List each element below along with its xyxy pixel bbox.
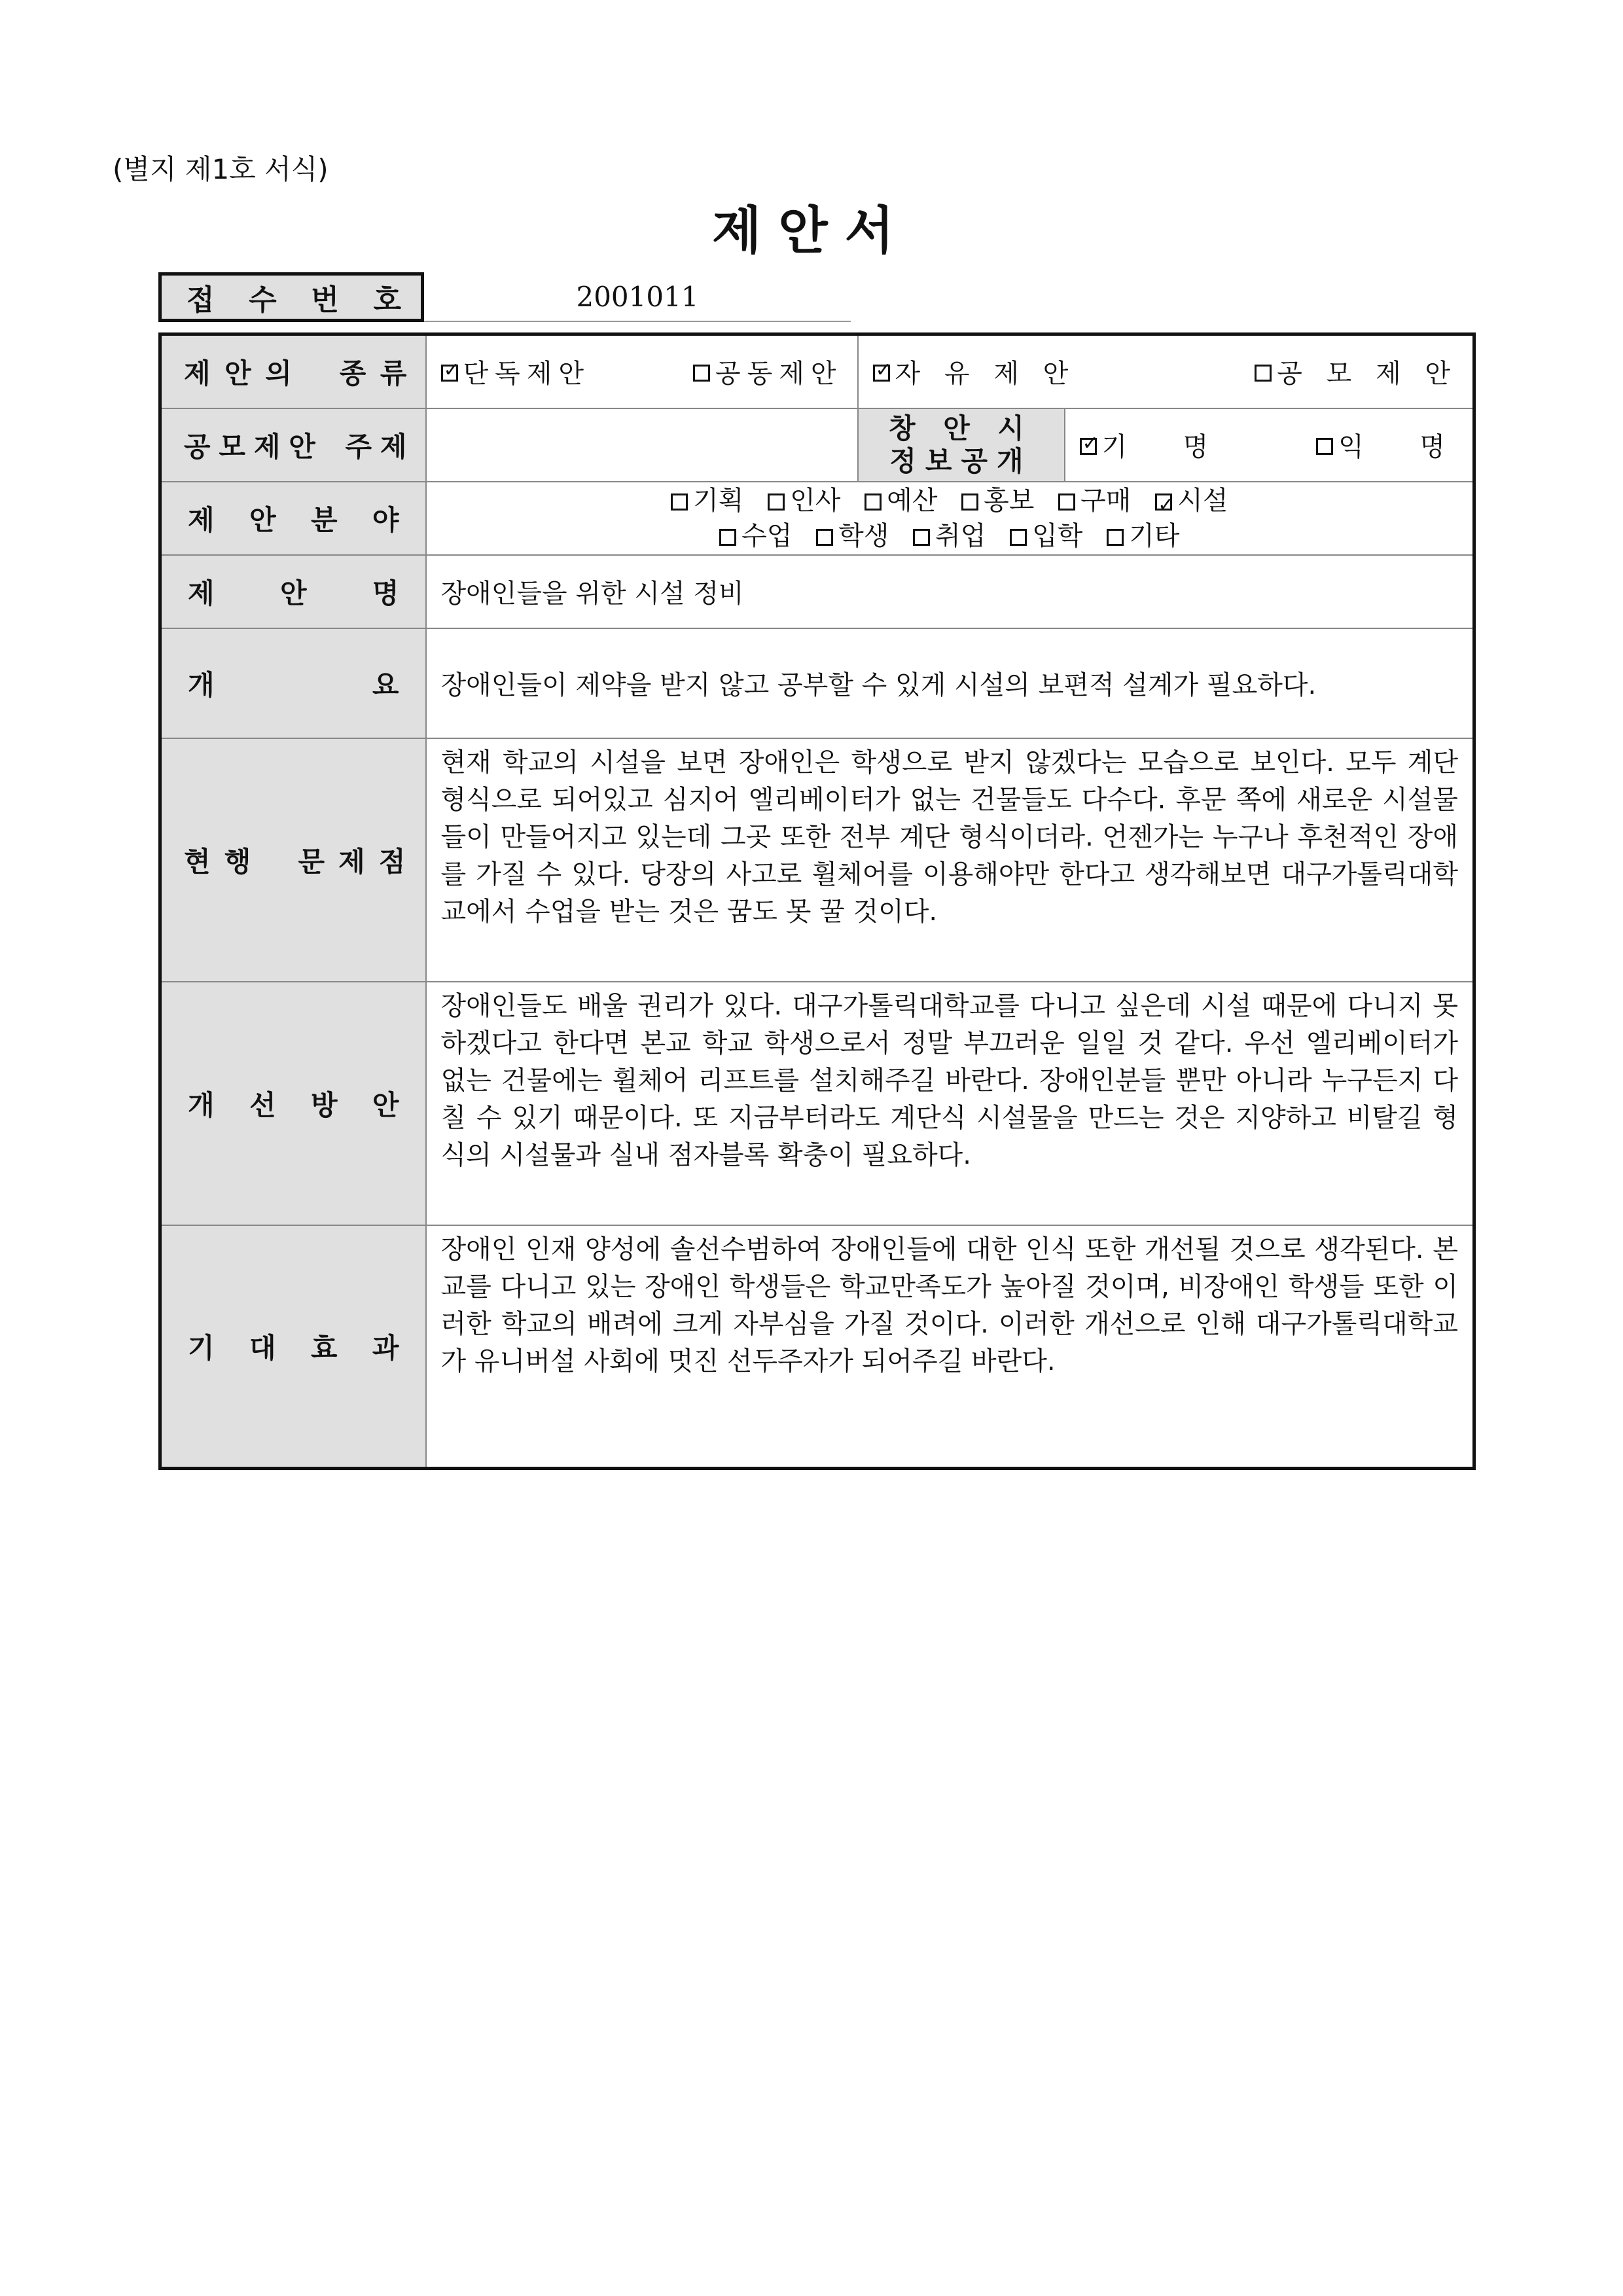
option-label: 입학 <box>1032 520 1083 551</box>
disclosure-label-line1: 창 안 시 <box>889 412 1033 444</box>
label-char: 개 <box>188 668 215 701</box>
label-char: 기 <box>188 1331 215 1364</box>
label-expected-effect <box>160 1225 426 1469</box>
label-improvement-plan <box>160 982 426 1225</box>
checkbox-field-facility[interactable] <box>1155 483 1228 518</box>
label-proposal-field <box>160 482 426 555</box>
label-char: 주 <box>345 430 372 463</box>
label-char: 방 <box>310 1088 338 1121</box>
checkbox-field-planning[interactable] <box>671 483 743 518</box>
label-char: 번 <box>311 283 339 317</box>
field-options-line1 <box>427 483 1473 518</box>
label-contest-topic <box>160 408 426 482</box>
option-label: 공 모 제 안 <box>1277 359 1458 389</box>
option-label: 공동제안 <box>715 359 843 389</box>
label-char: 공 <box>184 430 211 463</box>
improvement-plan-text: 장애인들도 배울 권리가 있다. 대구가톨릭대학교를 다니고 싶은데 시설 때문에 다니지 못하겠다고 한다면 본교 학교 학생으로서 정말 부끄러운 일일 것 같다. 우선 엘리베이터가 없는 건물에는 휠체어 리프트를 설치해주길 바란다. 장애인분들 뿐만 아니라 누구든지 다칠 수 있기 때문이다. 또 지금부터라도 계단식 시설물을 만드는 것은 지양하고 비탈길 형식의 시설물과 실내 점자블록 확충이 필요하다. <box>440 990 1458 1170</box>
summary-field[interactable] <box>426 628 1474 738</box>
label-char: 문 <box>298 845 325 878</box>
option-label: 자 유 제 안 <box>895 359 1077 389</box>
label-char: 제 <box>338 845 365 878</box>
row-proposal-name <box>160 555 1474 628</box>
contest-topic-value <box>427 430 455 460</box>
empty-box-icon <box>1058 493 1075 511</box>
cell-proposal-field <box>426 482 1474 555</box>
empty-box-icon <box>865 493 882 511</box>
label-char: 현 <box>184 845 211 878</box>
label-char: 수 <box>249 283 277 317</box>
label-char: 제 <box>253 430 281 463</box>
empty-box-icon <box>768 493 785 511</box>
checkbox-field-student[interactable] <box>816 518 889 554</box>
disclosure-label-line2: 정보공개 <box>889 444 1033 477</box>
checkbox-field-admission[interactable] <box>1010 518 1082 554</box>
improvement-plan-field[interactable] <box>426 982 1474 1225</box>
expected-effect-text: 장애인 인재 양성에 솔선수범하여 장애인들에 대한 인식 또한 개선될 것으로 생각된다. 본교를 다니고 있는 장애인 학생들은 학교만족도가 높아질 것이며, 비장애인 학생들 또한 이러한 학교의 배려에 크게 자부심을 가질 것이다. 이러한 개선으로 인해 대구가톨릭대학교가 유니버설 사회에 멋진 선두주자가 되어주길 바란다. <box>440 1234 1458 1376</box>
receipt-number-label <box>158 272 424 322</box>
checkbox-named[interactable] <box>1080 426 1222 463</box>
expected-effect-field[interactable] <box>426 1225 1474 1469</box>
checkbox-field-employment[interactable] <box>913 518 986 554</box>
checkbox-solo[interactable] <box>441 353 591 390</box>
label-proposal-type <box>160 334 426 408</box>
label-char: 종 <box>339 357 366 389</box>
option-label: 인사 <box>790 485 841 516</box>
checkbox-joint[interactable] <box>693 353 843 390</box>
label-char: 안 <box>249 503 276 536</box>
checked-box-icon <box>441 365 458 382</box>
empty-box-icon <box>961 493 978 511</box>
label-char: 야 <box>372 503 399 536</box>
contest-topic-field[interactable] <box>426 408 858 482</box>
label-char: 효 <box>310 1331 338 1364</box>
proposal-form-table <box>158 332 1476 1470</box>
label-char: 분 <box>310 503 338 536</box>
option-label: 예산 <box>887 485 938 516</box>
label-char: 류 <box>380 357 407 389</box>
label-char: 안 <box>279 577 307 609</box>
label-current-problem <box>160 738 426 982</box>
empty-box-icon <box>913 529 930 546</box>
empty-box-icon <box>1107 529 1124 546</box>
label-char: 안 <box>289 430 315 463</box>
cell-solo-joint <box>426 334 858 408</box>
label-char: 개 <box>188 1088 215 1121</box>
label-char: 접 <box>187 283 215 317</box>
row-expected-effect <box>160 1225 1474 1469</box>
option-label: 기획 <box>693 485 744 516</box>
row-contest-topic <box>160 408 1474 482</box>
label-char: 과 <box>372 1331 399 1364</box>
checked-box-icon <box>873 365 890 382</box>
checkbox-field-pr[interactable] <box>961 483 1034 518</box>
option-label: 홍보 <box>984 485 1035 516</box>
label-char: 제 <box>380 430 407 463</box>
label-summary <box>160 628 426 738</box>
option-label: 익 명 <box>1338 432 1458 462</box>
option-label: 구매 <box>1080 485 1132 516</box>
label-char: 의 <box>265 357 292 389</box>
checkbox-field-purchase[interactable] <box>1058 483 1131 518</box>
label-char: 안 <box>224 357 251 389</box>
label-char: 요 <box>372 668 399 701</box>
option-label: 기 명 <box>1101 432 1222 462</box>
checkbox-field-other[interactable] <box>1107 518 1179 554</box>
label-char: 점 <box>378 845 406 878</box>
option-label: 단독제안 <box>463 359 591 389</box>
label-char: 안 <box>372 1088 399 1121</box>
checkbox-field-budget[interactable] <box>865 483 937 518</box>
label-char: 제 <box>184 357 211 389</box>
proposal-name-field[interactable] <box>426 555 1474 628</box>
cell-free-contest <box>858 334 1474 408</box>
option-label: 학생 <box>838 520 889 551</box>
empty-box-icon <box>719 529 736 546</box>
checked-box-icon <box>1155 493 1172 511</box>
form-code: (별지 제1호 서식) <box>113 153 329 185</box>
empty-box-icon <box>671 493 688 511</box>
empty-box-icon <box>1316 438 1333 455</box>
summary-value: 장애인들이 제약을 받지 않고 공부할 수 있게 시설의 보편적 설계가 필요하다. <box>440 670 1317 700</box>
label-char: 명 <box>372 577 399 609</box>
row-improvement-plan <box>160 982 1474 1225</box>
field-options-line2 <box>427 518 1473 554</box>
row-proposal-type <box>160 334 1474 408</box>
checkbox-field-class[interactable] <box>719 518 792 554</box>
empty-box-icon <box>693 365 710 382</box>
option-label: 시설 <box>1177 485 1228 516</box>
receipt-number-field[interactable]: 2001011 <box>424 272 851 322</box>
checkbox-contest[interactable] <box>1255 353 1458 390</box>
empty-box-icon <box>816 529 833 546</box>
proposal-name-value: 장애인들을 위한 시설 정비 <box>440 579 744 609</box>
row-current-problem <box>160 738 1474 982</box>
label-char: 선 <box>249 1088 276 1121</box>
current-problem-field[interactable] <box>426 738 1474 982</box>
label-char: 모 <box>219 430 245 463</box>
label-char: 호 <box>373 283 401 317</box>
empty-box-icon <box>1255 365 1272 382</box>
empty-box-icon <box>1010 529 1027 546</box>
label-char: 제 <box>188 577 215 609</box>
checked-box-icon <box>1080 438 1097 455</box>
current-problem-text: 현재 학교의 시설을 보면 장애인은 학생으로 받지 않겠다는 모습으로 보인다. 모두 계단 형식으로 되어있고 심지어 엘리베이터가 없는 건물들도 다수다. 후문 쪽에 새로운 시설물들이 만들어지고 있는데 그곳 또한 전부 계단 형식이더라. 언젠가는 누구나 후천적인 장애를 가질 수 있다. 당장의 사고로 휠체어를 이용해야만 한다고 생각해보면 대구가톨릭대학교에서 수업을 받는 것은 꿈도 못 꿀 것이다. <box>440 747 1458 927</box>
label-char: 대 <box>249 1331 276 1364</box>
label-char: 제 <box>188 503 215 536</box>
checkbox-free[interactable] <box>873 353 1077 390</box>
checkbox-anonymous[interactable] <box>1316 426 1458 463</box>
option-label: 기타 <box>1129 520 1180 551</box>
label-char: 행 <box>224 845 251 878</box>
checkbox-field-hr[interactable] <box>768 483 840 518</box>
option-label: 취업 <box>935 520 986 551</box>
option-label: 수업 <box>741 520 793 551</box>
row-summary <box>160 628 1474 738</box>
row-proposal-field <box>160 482 1474 555</box>
cell-disclosure <box>1065 408 1474 482</box>
label-disclosure <box>858 408 1065 482</box>
label-proposal-name <box>160 555 426 628</box>
page-title: 제안서 <box>711 202 912 260</box>
